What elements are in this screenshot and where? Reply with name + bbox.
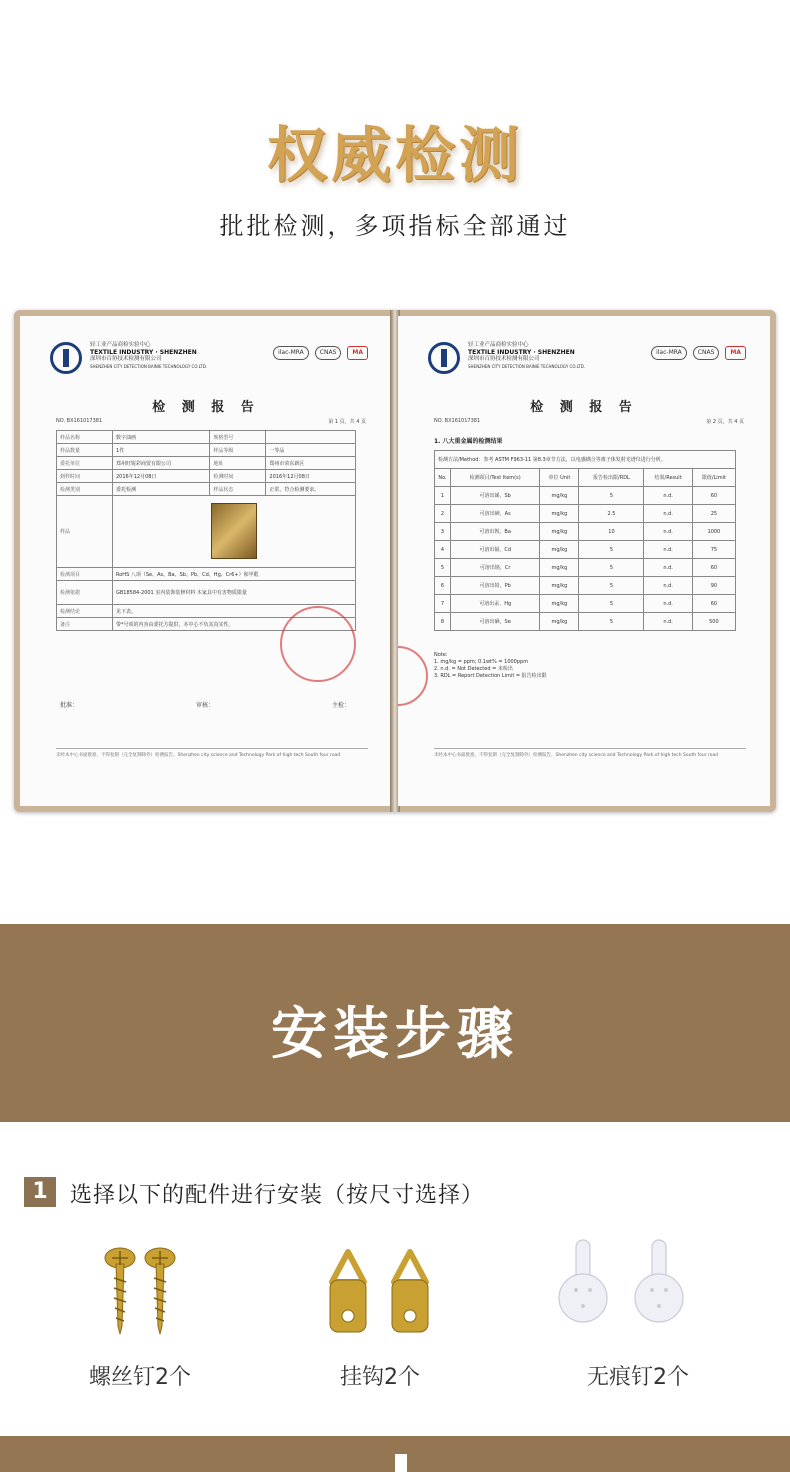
test-report-image: [14, 310, 776, 812]
official-stamp: [398, 646, 428, 706]
result-section-title: 1. 八大重金属的检测结果: [434, 438, 503, 445]
table-row: 6 可溶出铅，Pb mg/kg 5 n.d. 90: [435, 577, 736, 595]
table-row: 3 可溶出钡，Ba mg/kg 10 n.d. 1000: [435, 523, 736, 541]
report-page-number: 第 2 页，共 4 页: [706, 419, 744, 425]
step-number-badge: 1: [24, 1177, 56, 1207]
ma-mark-icon: MA: [347, 346, 368, 360]
hero-subtitle: 批批检测，多项指标全部通过: [219, 212, 571, 240]
report-number: NO. BX161017381: [56, 418, 103, 424]
table-row: 7 可溶出汞，Hg mg/kg 5 n.d. 60: [435, 595, 736, 613]
cnas-mark-icon: CNAS: [315, 346, 342, 360]
install-section-title: 安装步骤: [271, 1002, 519, 1067]
cnas-mark-icon: CNAS: [693, 346, 720, 360]
screw-icon: [98, 1238, 188, 1338]
ilac-mark-icon: ilac-MRA: [273, 346, 309, 360]
hook-label: 挂钩2个: [340, 1365, 420, 1390]
table-row: 8 可溶出硒，Se mg/kg 5 n.d. 500: [435, 613, 736, 631]
ma-mark-icon: MA: [725, 346, 746, 360]
lab-name: 轻工业产品商检实验中心 TEXTILE INDUSTRY · SHENZHEN 深圳市百协技术检测有限公司 SHENZHEN CITY DETECTION BAINIE TECHNOLOGY CO.LTD.: [468, 342, 586, 369]
signature-row: 批准： 审核： 主检：: [60, 702, 350, 709]
sample-photo: [211, 503, 257, 559]
table-row: 4 可溶出镉，Cd mg/kg 5 n.d. 75: [435, 541, 736, 559]
report-title: 检 测 报 告: [530, 400, 638, 415]
table-row: 5 可溶出铬，Cr mg/kg 5 n.d. 60: [435, 559, 736, 577]
bottom-banner: [0, 1436, 790, 1472]
report-info-table: 样品名称 数字油画 规格型号 样品数量 1件 样品等级 一等品 委托单位 郑州旺锐彩商贸有限公司 地址 郑州市荥东新区 到样时间 2016年12月08日 检测时间 2016年12月08日 检测类别 委托检测 样品状态 正常，符合检测要求。 样品 检测项目 RoHS 八项（Se、As、Ba、Sb、Pb、Cd、Hg、Cr6+）和甲醛 检测依据 GB18584-2001 室内装饰装修材料 木家具中有害物质限量 检测结论 见下表。 备注 带*号项的内容由委托方提供，本中心不负其真实性。: [56, 430, 356, 631]
report-page-2: [398, 316, 770, 806]
step-instruction: 选择以下的配件进行安装（按尺寸选择）: [70, 1183, 485, 1208]
report-page-1: [20, 316, 392, 806]
official-stamp: [280, 606, 356, 682]
lab-logo-icon: [50, 342, 82, 374]
report-page-number: 第 1 页，共 4 页: [328, 419, 366, 425]
traceless-nail-label: 无痕钉2个: [587, 1365, 689, 1390]
report-title: 检 测 报 告: [152, 400, 260, 415]
report-footer: 未经本中心书面批准，不得复制（完全复制除外）检测报告。Shenzhen city science and Technology Park of high tech South four road: [434, 748, 746, 759]
report-footer: 未经本中心书面批准，不得复制（完全复制除外）检测报告。Shenzhen city science and Technology Park of high tech South four road: [56, 748, 368, 759]
traceless-nail-icon: [552, 1238, 692, 1338]
heavy-metal-results-table: 检测方法/Method：参考 ASTM F963-11 第8.3章节方法，以电感耦合等离子体发射光谱仪进行分析。 No. 检测项目/Test Item(s) 单位 Unit 报告检出限/RDL 结果/Result 限值/Limit 1 可溶出锑，Sb mg/kg 5 n.d. 60 2 可溶出砷，As mg/kg 2.5 n.d. 25 3 可溶出钡，Ba mg/kg 10 n.d. 1000 4 可溶出镉，Cd mg/kg 5 n.d. 75 5 可溶出铬，Cr mg/kg 5 n.d. 60 6 可溶出铅，Pb mg/kg 5 n.d. 90 7 可溶出汞，Hg mg/kg 5 n.d. 60 8 可溶出硒，Se mg/kg 5 n.d. 500: [434, 450, 736, 631]
table-row: 1 可溶出锑，Sb mg/kg 5 n.d. 60: [435, 487, 736, 505]
screw-label: 螺丝钉2个: [89, 1365, 191, 1390]
report-notes: Note: 1. mg/kg = ppm; 0.1wt% = 1000ppm 2. n.d. = Not Detected = 未检出 3. RDL = Report Detection Limit = 报告检出限: [434, 652, 547, 679]
hero-title: 权威检测: [267, 121, 523, 191]
d-ring-hook-icon: [318, 1238, 442, 1338]
table-row: 2 可溶出砷，As mg/kg 2.5 n.d. 25: [435, 505, 736, 523]
ilac-mark-icon: ilac-MRA: [651, 346, 687, 360]
report-number: NO. BX161017381: [434, 418, 481, 424]
lab-name: 轻工业产品商检实验中心 TEXTILE INDUSTRY · SHENZHEN 深圳市百协技术检测有限公司 SHENZHEN CITY DETECTION BAINIE TECHNOLOGY CO.LTD.: [90, 342, 208, 369]
lab-logo-icon: [428, 342, 460, 374]
